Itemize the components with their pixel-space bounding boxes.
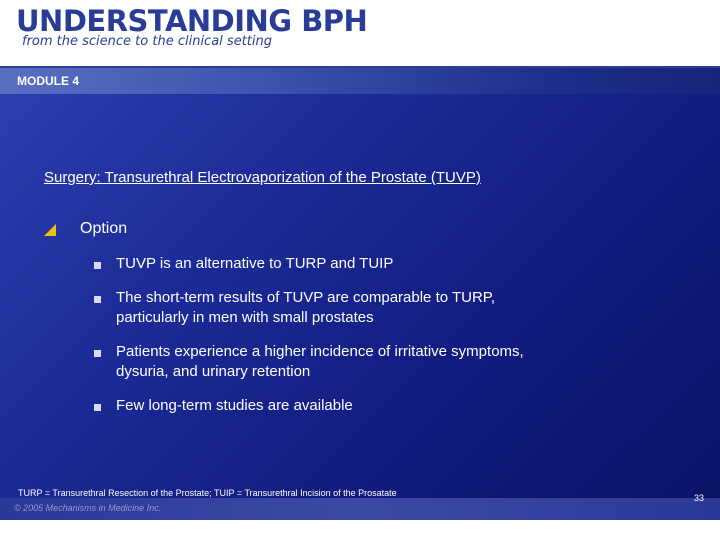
- bullet-item: [116, 288, 495, 328]
- square-bullet-icon: [94, 296, 101, 303]
- copyright: © 2005 Mechanisms in Medicine Inc.: [14, 503, 162, 513]
- bullet-item: [116, 254, 393, 274]
- module-label: MODULE 4: [17, 74, 80, 88]
- header: [0, 0, 720, 68]
- bullet-line: particularly in men with small prostates: [116, 309, 374, 326]
- module-bar: [0, 68, 720, 94]
- option-heading: Option: [80, 220, 128, 237]
- page-number: 33: [693, 493, 704, 503]
- square-bullet-icon: [94, 350, 101, 357]
- brand-title: UNDERSTANDING BPH: [16, 4, 368, 38]
- footnote: TURP = Transurethral Resection of the Prostate; TUIP = Transurethral Incision of the Prosatate: [18, 488, 397, 498]
- triangle-bullet-icon: [44, 224, 56, 236]
- bullet-line: The short-term results of TUVP are comparable to TURP,: [116, 289, 496, 306]
- brand-subtitle: from the science to the clinical setting: [22, 34, 272, 49]
- square-bullet-icon: [94, 262, 101, 269]
- bottom-strip: [0, 520, 720, 540]
- slide-title: Surgery: Transurethral Electrovaporization of the Prostate (TUVP): [44, 169, 481, 186]
- bullet-line: dysuria, and urinary retention: [116, 363, 311, 380]
- bullet-line: TUVP is an alternative to TURP and TUIP: [116, 255, 394, 272]
- square-bullet-icon: [94, 404, 101, 411]
- bullet-line: Few long-term studies are available: [116, 397, 353, 414]
- bullet-item: [116, 342, 524, 382]
- bullet-line: Patients experience a higher incidence of irritative symptoms,: [116, 343, 524, 360]
- bullet-item: [116, 396, 353, 416]
